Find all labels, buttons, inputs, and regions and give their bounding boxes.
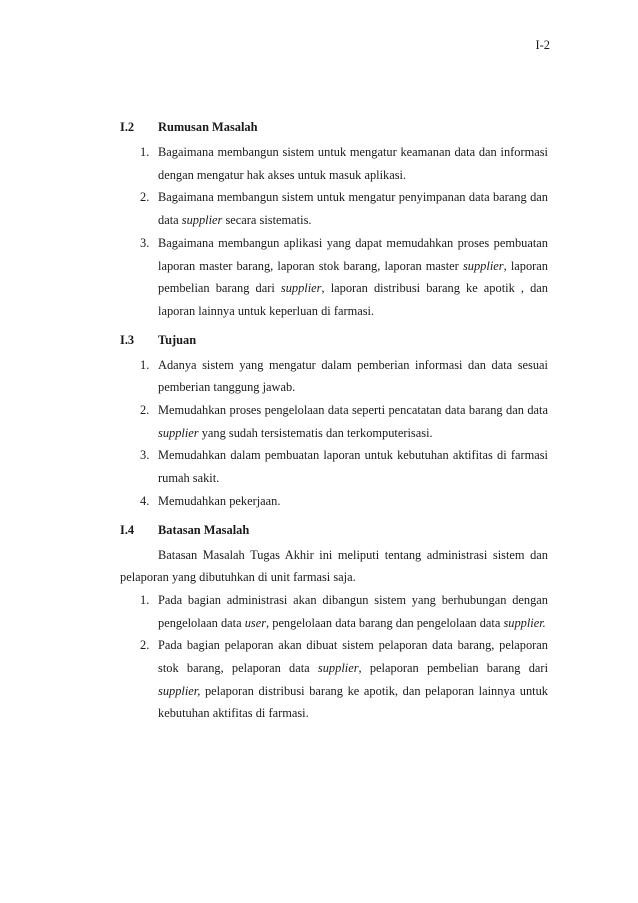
list-item	[120, 399, 548, 444]
item-text: Memudahkan proses pengelolaan data seperti pencatatan data barang dan data supplier yang sudah tersistematis dan terkomputerisasi.	[158, 403, 548, 440]
item-number: 1.	[140, 357, 150, 372]
numbered-list	[120, 589, 548, 725]
list-item	[120, 634, 548, 725]
list-item	[120, 141, 548, 186]
numbered-list	[120, 354, 548, 513]
list-item	[120, 354, 548, 399]
section-number: I.2	[120, 120, 135, 134]
numbered-list	[120, 141, 548, 323]
section-number: I.3	[120, 332, 135, 347]
list-item	[120, 444, 548, 489]
list-item	[120, 232, 548, 323]
list-item	[120, 490, 548, 513]
item-text: Bagaimana membangun aplikasi yang dapat memudahkan proses pembuatan laporan master barang, laporan stok barang, laporan master supplier, laporan pembelian barang dari supplier, laporan distribusi barang ke apotik , dan laporan lainnya untuk keperluan di farmasi.	[158, 235, 548, 318]
item-number: 3.	[140, 448, 150, 463]
section-batasan-masalah	[120, 519, 548, 726]
item-text: Bagaimana membangun sistem untuk mengatur penyimpanan data barang dan data supplier secara sistematis.	[158, 190, 548, 228]
section-tujuan	[120, 329, 548, 513]
item-number: 2.	[140, 638, 150, 653]
list-item	[120, 186, 548, 231]
section-title: Batasan Masalah	[158, 522, 250, 537]
item-text: Pada bagian pelaporan akan dibuat sistem pelaporan data barang, pelaporan stok barang, pelaporan data supplier, pelaporan pembelian barang dari supplier, pelaporan distribusi barang ke apotik, dan pelaporan lainnya untuk kebutuhan aktifitas di farmasi.	[158, 638, 549, 721]
section-heading	[120, 329, 548, 352]
item-number: 3.	[140, 235, 150, 250]
document-body	[120, 116, 548, 731]
item-text: Memudahkan pekerjaan.	[158, 493, 281, 508]
item-number: 2.	[140, 190, 150, 205]
item-text: Pada bagian administrasi akan dibangun sistem yang berhubungan dengan pengelolaan data user, pengelolaan data barang dan pengelolaan data supplier.	[158, 592, 548, 630]
section-rumusan-masalah	[120, 116, 548, 323]
section-heading	[120, 519, 548, 542]
item-number: 4.	[140, 493, 150, 508]
item-number: 1.	[140, 592, 150, 607]
section-heading	[120, 116, 548, 139]
section-intro-paragraph: Batasan Masalah Tugas Akhir ini meliputi tentang administrasi sistem dan pelaporan yang dibutuhkan di unit farmasi saja.	[120, 547, 548, 585]
item-text: Memudahkan dalam pembuatan laporan untuk kebutuhan aktifitas di farmasi rumah sakit.	[158, 448, 548, 486]
page-number: I-2	[535, 38, 550, 52]
item-number: 2.	[140, 403, 150, 418]
section-title: Rumusan Masalah	[158, 120, 258, 134]
item-text: Bagaimana membangun sistem untuk mengatur keamanan data dan informasi dengan mengatur hak akses untuk masuk aplikasi.	[158, 145, 548, 182]
item-text: Adanya sistem yang mengatur dalam pemberian informasi dan data sesuai pemberian tanggung jawab.	[158, 357, 548, 395]
item-number: 1.	[140, 145, 150, 159]
list-item	[120, 589, 548, 634]
section-number: I.4	[120, 522, 135, 537]
section-title: Tujuan	[158, 332, 197, 347]
